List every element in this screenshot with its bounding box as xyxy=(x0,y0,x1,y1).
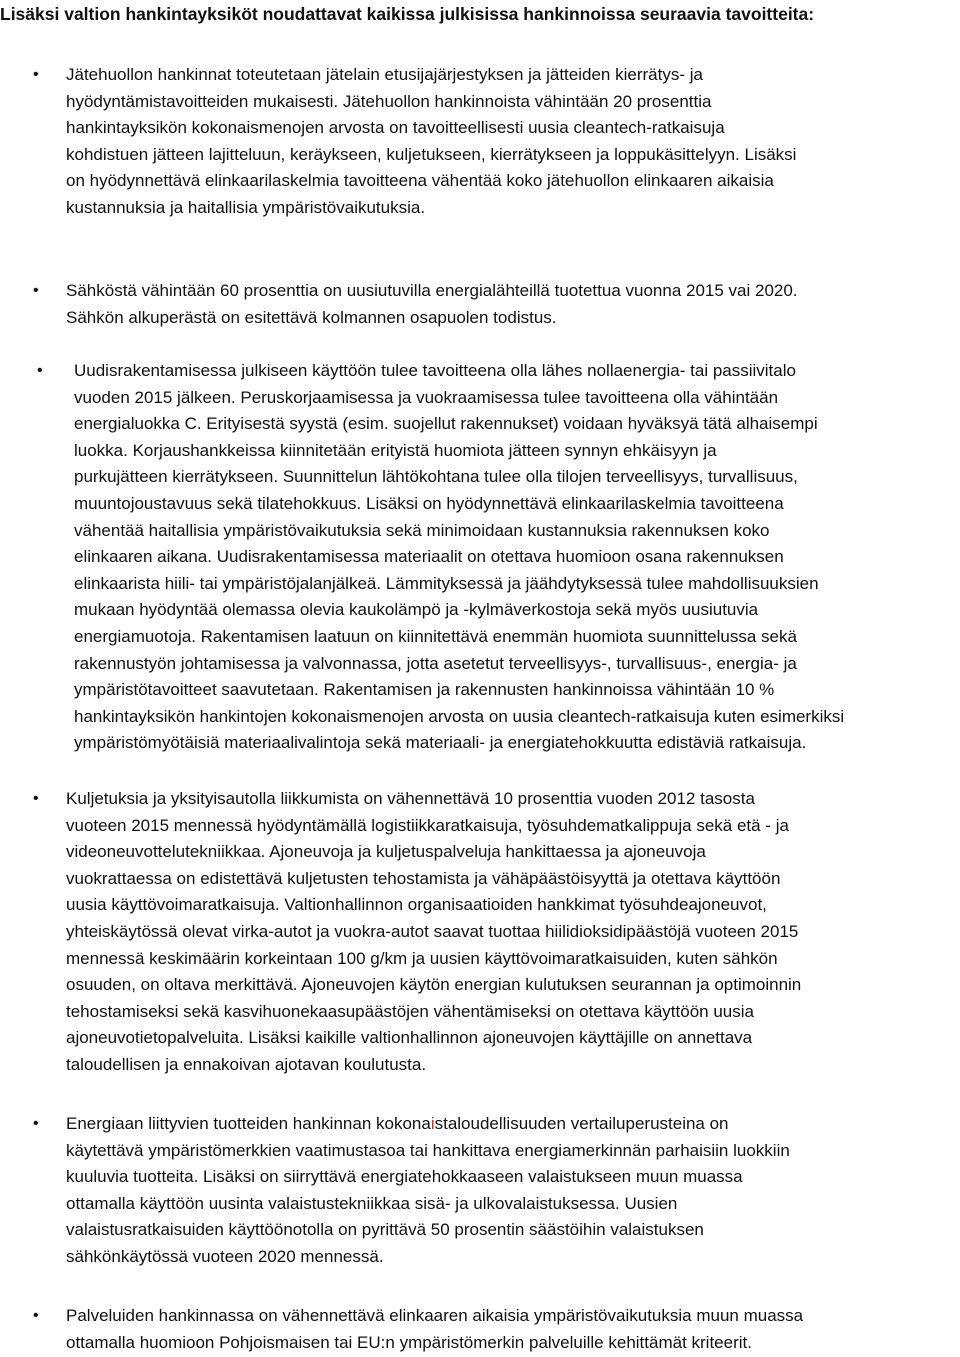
list-item-text: Jätehuollon hankinnat toteutetaan jätelain etusijajärjestyksen ja jätteiden kierrätys- ja hyödyntämistavoitteiden mukaisesti. Jätehuollon hankinnoista vähintään 20 prosenttia hankintayksikön kokonaismenojen arvosta on tavoitteellisesti uusia cleantech-ratkaisuja kohdistuen jätteen lajitteluun, keräykseen, kuljetukseen, kierrätykseen ja loppukäsittelyyn. Lisäksi on hyödynnettävä elinkaarilaskelmia tavoitteena vähentää koko jätehuollon elinkaaren aikaisia kustannuksia ja haitallisia ympäristövaikutuksia. xyxy=(66,65,797,217)
text-part-after: staloudellisuuden vertailuperusteina on käytettävä ympäristömerkkien vaatimustasoa tai hankittava energiamerkinnän parhaisiin luokkiin kuuluvia tuotteita. Lisäksi on siirryttävä energiatehokkaaseen valaistukseen muun muassa ottamalla käyttöön uusinta valaistustekniikkaa sisä- ja ulkovalaistuksessa. Uusien valaistusratkaisuiden käyttöönotolla on pyrittävä 50 prosentin säästöihin valaistuksen sähkönkäytössä vuoteen 2020 mennessä. xyxy=(66,1114,790,1266)
list-item-text: Kuljetuksia ja yksityisautolla liikkumista on vähennettävä 10 prosenttia vuoden 2012 tasosta vuoteen 2015 mennessä hyödyntämällä logistiikkaratkaisuja, työsuhdematkalippuja sekä etä - ja videoneuvottelutekniikkaa. Ajoneuvoja ja kuljetuspalveluja hankittaessa ja ajoneuvoja vuokrattaessa on edistettävä kuljetusten tehostamista ja vähäpäästöisyyttä ja otettava käyttöön uusia käyttövoimaratkaisuja. Valtionhallinnon organisaatioiden hankkimat työsuhdeajoneuvot, yhteiskäytössä olevat virka-autot ja vuokra-autot saavat tuottaa hiilidioksidipäästöjä vuoteen 2015 mennessä keskimäärin korkeintaan 100 g/km ja uusien käyttövoimaratkaisuiden, kuten sähkön osuuden, on oltava merkittävä. Ajoneuvojen käytön energian kulutuksen seurannan ja optimoinnin tehostamiseksi sekä kasvihuonekaasupäästöjen vähentämiseksi on otettava käyttöön uusia ajoneuvotietopalveluita. Lisäksi kaikille valtionhallinnon ajoneuvojen käyttäjille on annettava taloudellisen ja ennakoivan ajotavan koulutusta. xyxy=(66,789,802,1074)
bullet-icon: • xyxy=(33,66,39,83)
bullet-icon: • xyxy=(33,282,39,299)
list-item-text xyxy=(66,1111,956,1271)
list-item-text: Sähköstä vähintään 60 prosenttia on uusiutuvilla energialähteillä tuotettua vuonna 2015 vai 2020. Sähkön alkuperästä on esitettävä kolmannen osapuolen todistus. xyxy=(66,281,798,327)
text-part-before: Energiaan liittyvien tuotteiden hankinnan kokona xyxy=(66,1114,431,1133)
bullet-icon: • xyxy=(37,362,43,379)
bullet-icon: • xyxy=(33,1115,39,1132)
section-heading: Lisäksi valtion hankintayksiköt noudattavat kaikissa julkisissa hankinnoissa seuraavia tavoitteita: xyxy=(0,4,815,24)
bullet-icon: • xyxy=(33,790,39,807)
list-item-text: Uudisrakentamisessa julkiseen käyttöön tulee tavoitteena olla lähes nollaenergia- tai passiivitalo vuoden 2015 jälkeen. Peruskorjaamisessa ja vuokraamisessa tulee tavoitteena olla vähintään energialuokka C. Erityisestä syystä (esim. suojellut rakennukset) voidaan hyväksyä tätä alhaisempi luokka. Korjaushankkeissa kiinnitetään erityistä huomiota jätteen synnyn ehkäisyyn ja purkujätteen kierrätykseen. Suunnittelun lähtökohtana tulee olla tilojen terveellisyys, turvallisuus, muuntojoustavuus sekä tilatehokkuus. Lisäksi on hyödynnettävä elinkaarilaskelmia tavoitteena vähentää haitallisia ympäristövaikutuksia sekä minimoidaan kustannuksia rakennuksen koko elinkaaren aikana. Uudisrakentamisessa materiaalit on otettava huomioon osana rakennuksen elinkaarista hiili- tai ympäristöjalanjälkeä. Lämmityksessä ja jäähdytyksessä tulee mahdollisuuksien mukaan hyödyntää olemassa olevia kaukolämpö ja -kylmäverkostoja sekä myös uusiutuvia energiamuotoja. Rakentamisen laatuun on kiinnitettävä enemmän huomiota suunnittelussa sekä rakennustyön johtamisessa ja valvonnassa, jotta asetetut terveellisyys-, turvallisuus-, energia- ja ympäristötavoitteet saavutetaan. Rakentamisen ja rakennusten hankinnoissa vähintään 10 % hankintayksikön hankintojen kokonaismenojen arvosta on uusia cleantech-ratkaisuja kuten esimerkiksi ympäristömyötäisiä materiaalivalintoja sekä materiaali- ja energiatehokkuutta edistäviä ratkaisuja. xyxy=(74,361,845,753)
highlighted-letter: i xyxy=(430,1114,435,1133)
list-item-text: Palveluiden hankinnassa on vähennettävä elinkaaren aikaisia ympäristövaikutuksia muun muassa ottamalla huomioon Pohjoismaisen tai EU:n ympäristömerkin palveluille kehittämät kriteerit. xyxy=(66,1306,804,1352)
bullet-icon: • xyxy=(33,1307,39,1324)
